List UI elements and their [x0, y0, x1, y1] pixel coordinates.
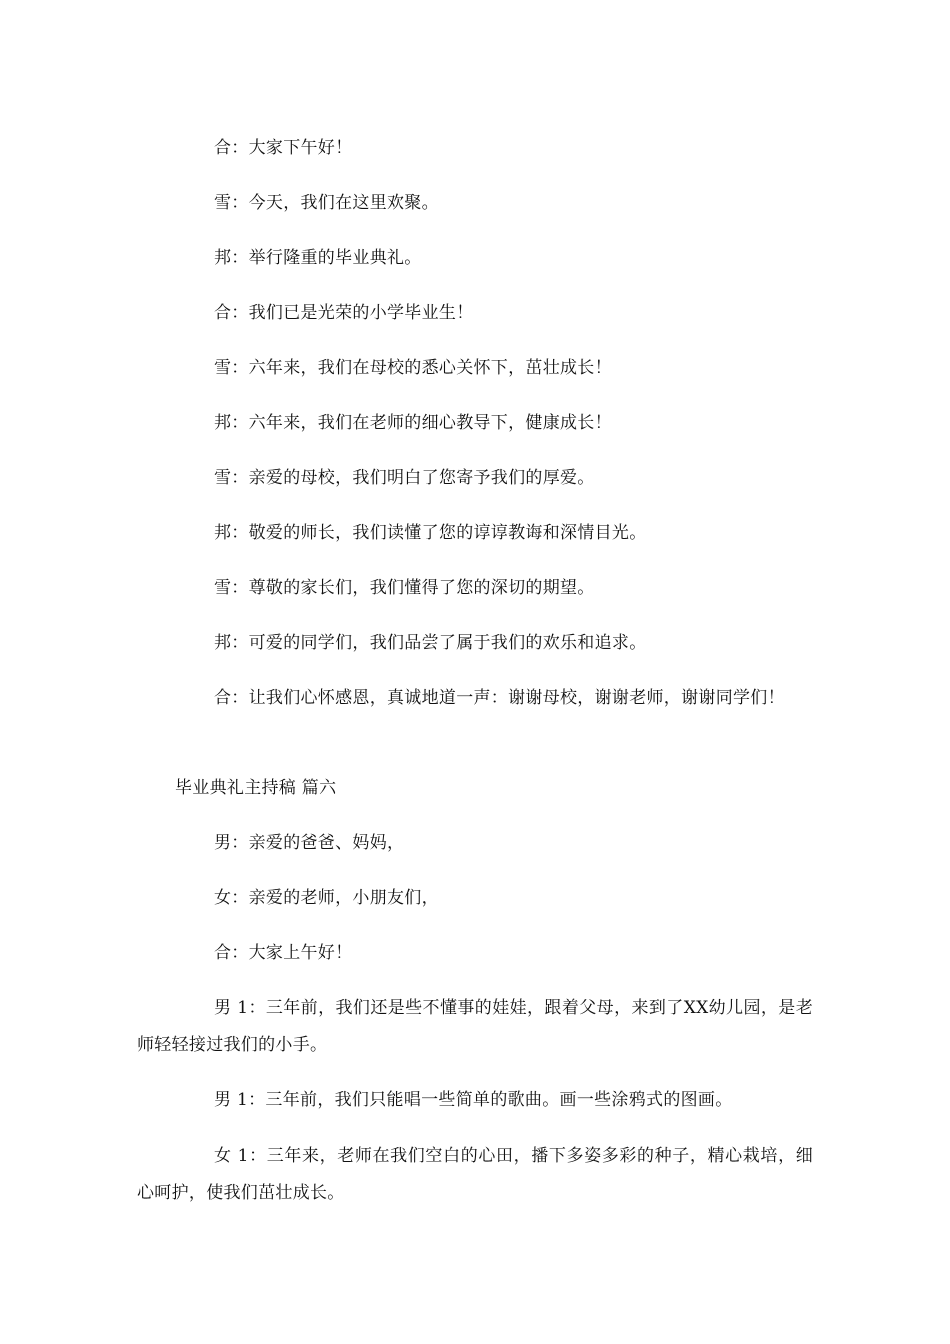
dialogue-line: 邦：可爱的同学们，我们品尝了属于我们的欢乐和追求。: [214, 633, 647, 653]
dialogue-line: 合：大家下午好！: [214, 138, 353, 158]
paragraph: 男 1：三年前，我们还是些不懂事的娃娃，跟着父母，来到了XX幼儿园，是老师轻轻接过我们的小手。: [137, 998, 813, 1055]
dialogue-line: 雪：尊敬的家长们，我们懂得了您的深切的期望。: [214, 578, 595, 598]
dialogue-line: 女：亲爱的老师，小朋友们，: [214, 888, 439, 908]
dialogue-line: 邦：敬爱的师长，我们读懂了您的谆谆教诲和深情目光。: [214, 523, 647, 543]
section-heading: 毕业典礼主持稿 篇六: [175, 778, 337, 798]
dialogue-line: 雪：六年来，我们在母校的悉心关怀下，茁壮成长！: [214, 358, 612, 378]
paragraph: 男 1：三年前，我们只能唱一些简单的歌曲。画一些涂鸦式的图画。: [214, 1090, 733, 1110]
dialogue-line: 邦：六年来，我们在老师的细心教导下，健康成长！: [214, 413, 612, 433]
closing-paragraph: 合：让我们心怀感恩，真诚地道一声：谢谢母校，谢谢老师，谢谢同学们！: [214, 688, 785, 708]
dialogue-line: 合：大家上午好！: [214, 943, 353, 963]
dialogue-line: 雪：亲爱的母校，我们明白了您寄予我们的厚爱。: [214, 468, 595, 488]
dialogue-line: 邦：举行隆重的毕业典礼。: [214, 248, 422, 268]
dialogue-line: 雪：今天，我们在这里欢聚。: [214, 193, 439, 213]
paragraph: 女 1：三年来，老师在我们空白的心田，播下多姿多彩的种子，精心栽培，细心呵护，使我们茁壮成长。: [137, 1146, 813, 1203]
dialogue-line: 男：亲爱的爸爸、妈妈，: [214, 833, 405, 853]
dialogue-line: 合：我们已是光荣的小学毕业生！: [214, 303, 474, 323]
